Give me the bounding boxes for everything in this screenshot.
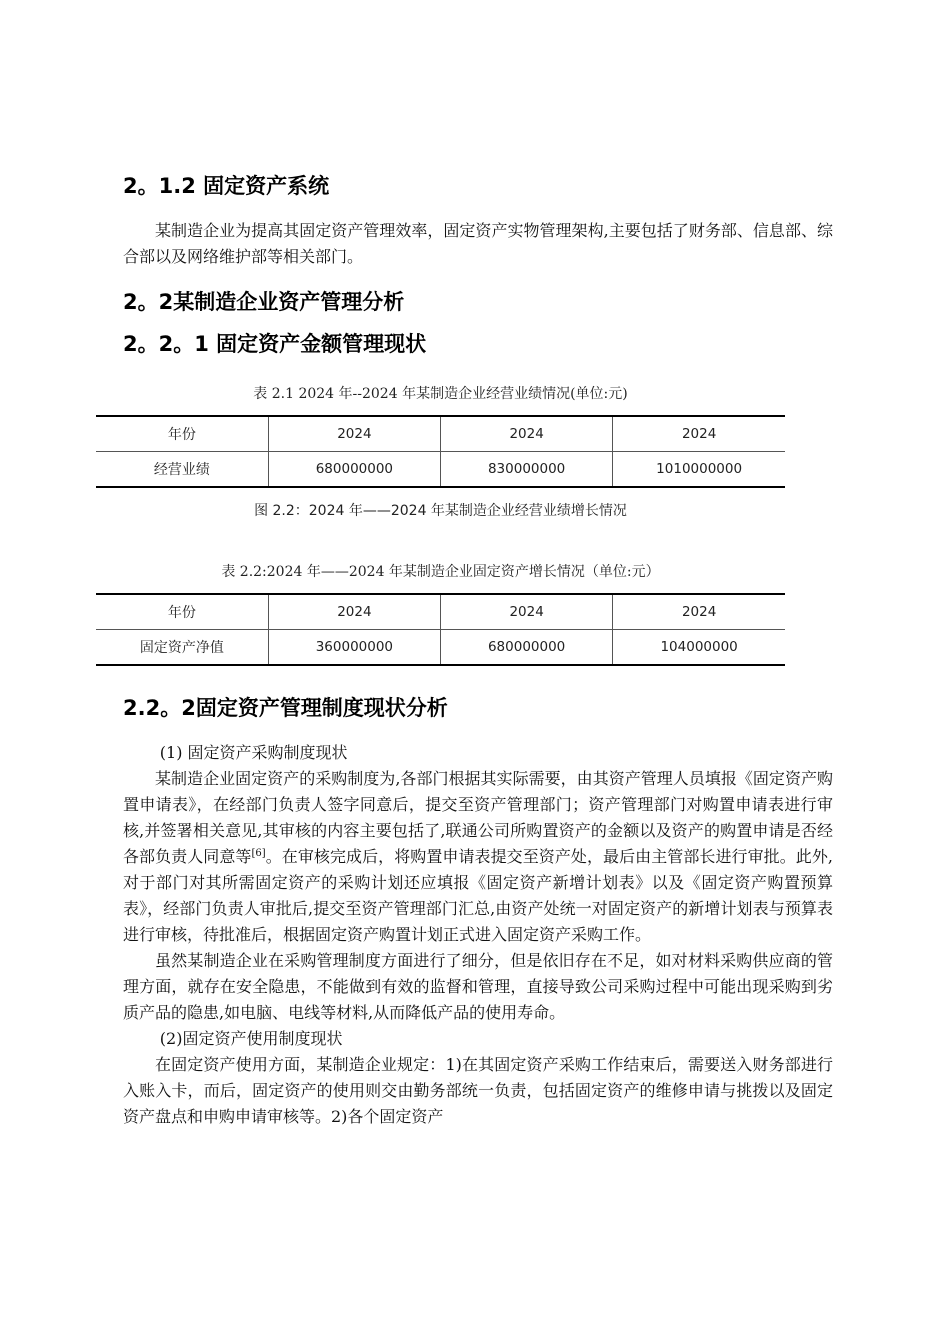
table-row bbox=[96, 630, 785, 666]
citation-ref: [6] bbox=[251, 848, 266, 859]
table-header-cell: 年份 bbox=[96, 416, 268, 452]
table-header-cell: 2024 bbox=[268, 594, 440, 630]
section-body bbox=[123, 740, 833, 1130]
intro-paragraph: 某制造企业为提高其固定资产管理效率，固定资产实物管理架构,主要包括了财务部、信息部、综合部以及网络维护部等相关部门。 bbox=[123, 221, 833, 266]
table-row-label: 固定资产净值 bbox=[96, 630, 268, 666]
table-fixed-assets bbox=[96, 593, 785, 666]
section-heading-2-2: 2。2某制造企业资产管理分析 bbox=[123, 290, 405, 314]
paragraph-text: 某制造企业固定资产的采购制度为,各部门根据其实际需要，由其资产管理人员填报《固定资产购置申请表》，在经部门负责人签字同意后，提交至资产管理部门；资产管理部门对购置申请表进行审核,并签署相关意见,其审核的内容主要包括了,联通公司所购置资产的金额以及资产的购置申请是否经各部负责人同意等 bbox=[123, 769, 833, 866]
table-header-cell: 2024 bbox=[441, 416, 613, 452]
table-cell: 360000000 bbox=[268, 630, 440, 666]
table-header-cell: 2024 bbox=[268, 416, 440, 452]
subsection-title-procurement: (1) 固定资产采购制度现状 bbox=[159, 743, 348, 762]
table-cell: 830000000 bbox=[441, 452, 613, 488]
paragraph-text: 。在审核完成后，将购置申请表提交至资产处，最后由主管部长进行审批。此外,对于部门对其所需固定资产的采购计划还应填报《固定资产新增计划表》以及《固定资产购置预算表》，经部门负责人审批后,提交至资产管理部门汇总,由资产处统一对固定资产的新增计划表与预算表进行审核，待批准后，根据固定资产购置计划正式进入固定资产采购工作。 bbox=[123, 847, 833, 944]
table-cell: 680000000 bbox=[268, 452, 440, 488]
figure-caption: 图 2.2：2024 年——2024 年某制造企业经营业绩增长情况 bbox=[254, 503, 627, 519]
table-header-cell: 2024 bbox=[613, 416, 785, 452]
table1-caption: 表 2.1 2024 年--2024 年某制造企业经营业绩情况(单位:元) bbox=[253, 386, 628, 402]
section-heading-2-2-2: 2.2。2固定资产管理制度现状分析 bbox=[123, 696, 448, 720]
section-heading-2-1-2: 2。1.2 固定资产系统 bbox=[123, 174, 330, 198]
paragraph-procurement-issues: 虽然某制造企业在采购管理制度方面进行了细分，但是依旧存在不足，如对材料采购供应商的管理方面，就存在安全隐患，不能做到有效的监督和管理，直接导致公司采购过程中可能出现采购到劣质产品的隐患,如电脑、电线等材料,从而降低产品的使用寿命。 bbox=[123, 951, 833, 1022]
table-header-cell: 2024 bbox=[441, 594, 613, 630]
table-row bbox=[96, 452, 785, 488]
table2-caption: 表 2.2:2024 年——2024 年某制造企业固定资产增长情况（单位:元） bbox=[221, 564, 660, 580]
table-row-label: 经营业绩 bbox=[96, 452, 268, 488]
table-header-row bbox=[96, 416, 785, 452]
table-header-cell: 2024 bbox=[613, 594, 785, 630]
table-cell: 680000000 bbox=[441, 630, 613, 666]
table-header-cell: 年份 bbox=[96, 594, 268, 630]
section-heading-2-2-1: 2。2。1 固定资产金额管理现状 bbox=[123, 332, 427, 356]
table-header-row bbox=[96, 594, 785, 630]
table-operating-performance bbox=[96, 415, 785, 488]
table-cell: 1010000000 bbox=[613, 452, 785, 488]
paragraph-procurement bbox=[123, 766, 833, 948]
subsection-title-usage: (2)固定资产使用制度现状 bbox=[159, 1029, 343, 1048]
table-cell: 104000000 bbox=[613, 630, 785, 666]
paragraph-usage: 在固定资产使用方面，某制造企业规定：1)在其固定资产采购工作结束后，需要送入财务部进行入账入卡，而后，固定资产的使用则交由勤务部统一负责，包括固定资产的维修申请与挑拨以及固定资产盘点和申购申请审核等。2)各个固定资产 bbox=[123, 1055, 833, 1126]
